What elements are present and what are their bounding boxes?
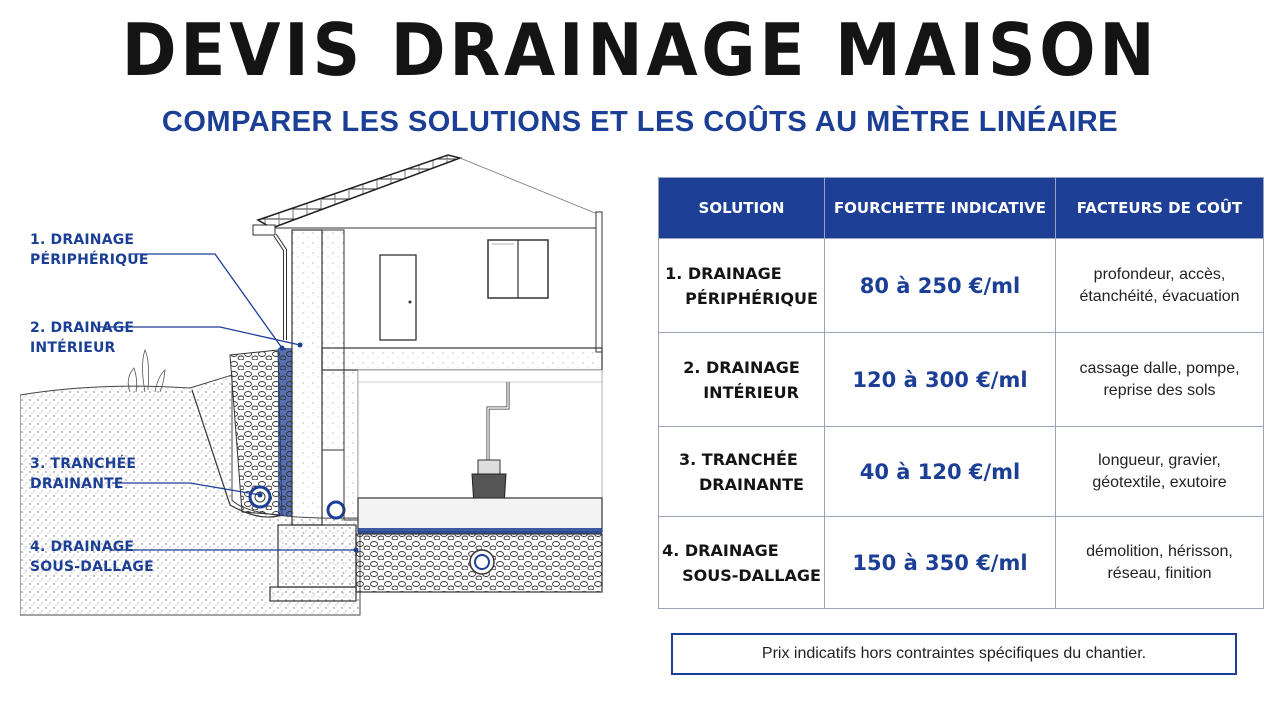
table-row [659,517,1264,609]
header-fourchette: FOURCHETTE INDICATIVE [825,178,1056,239]
table-row [659,239,1264,333]
price-range-cell: 40 à 120 €/ml [825,427,1056,517]
solution-cell: 2. DRAINAGE INTÉRIEUR [659,333,825,427]
solution-cell: 4. DRAINAGE SOUS-DALLAGE [659,517,825,609]
page-subtitle: COMPARER LES SOLUTIONS ET LES COÛTS AU MÈTRE LINÉAIRE [161,106,1119,138]
solution-cell: 1. DRAINAGE PÉRIPHÉRIQUE [659,239,825,333]
solution-cell: 3. TRANCHÉE DRAINANTE [659,427,825,517]
callout-tranchee-drainante: 3. TRANCHÉE DRAINANTE [30,456,137,492]
callout-drainage-sous-dallage: 4. DRAINAGE SOUS-DALLAGE [30,539,154,575]
page-title: DEVIS DRAINAGE MAISON [121,8,1159,92]
header-facteurs: FACTEURS DE COÛT [1056,178,1264,239]
price-range-cell: 150 à 350 €/ml [825,517,1056,609]
header-solution: SOLUTION [659,178,825,239]
table-header-row [659,178,1264,239]
callout-drainage-interieur: 2. DRAINAGE INTÉRIEUR [30,320,135,356]
cost-factors-cell: cassage dalle, pompe, reprise des sols [1056,333,1264,427]
cost-comparison-table [658,177,1264,609]
cost-factors-cell: démolition, hérisson, réseau, finition [1056,517,1264,609]
table-row [659,427,1264,517]
cost-factors-cell: profondeur, accès, étanchéité, évacuation [1056,239,1264,333]
price-disclaimer-note: Prix indicatifs hors contraintes spécifiques du chantier. [671,633,1237,675]
table-row [659,333,1264,427]
price-range-cell: 120 à 300 €/ml [825,333,1056,427]
price-range-cell: 80 à 250 €/ml [825,239,1056,333]
callout-drainage-peripherique: 1. DRAINAGE PÉRIPHÉRIQUE [30,232,149,268]
cost-factors-cell: longueur, gravier, géotextile, exutoire [1056,427,1264,517]
